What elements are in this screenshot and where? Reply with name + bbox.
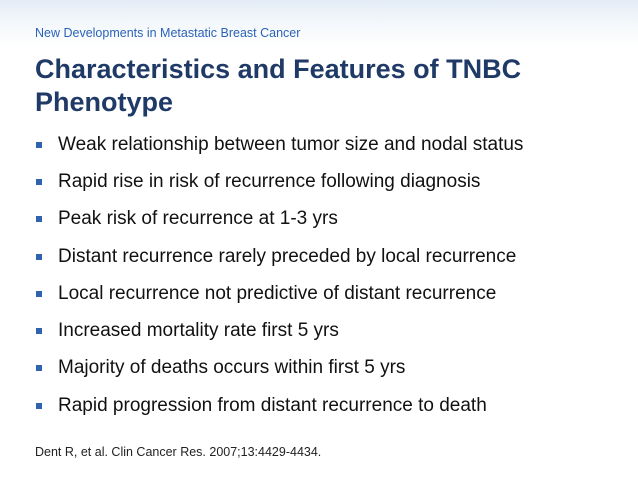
bullet-list [33, 126, 633, 424]
bullet-item [33, 201, 633, 238]
bullet-item [33, 126, 633, 163]
bullet-text: Peak risk of recurrence at 1-3 yrs [58, 208, 338, 230]
bullet-item [33, 163, 633, 200]
square-bullet-icon [36, 291, 42, 297]
bullet-text: Distant recurrence rarely preceded by local recurrence [58, 245, 517, 267]
bullet-item [33, 275, 633, 312]
series-title: New Developments in Metastatic Breast Cancer [35, 26, 301, 40]
bullet-text: Increased mortality rate first 5 yrs [58, 320, 339, 342]
square-bullet-icon [36, 179, 42, 185]
bullet-text: Weak relationship between tumor size and nodal status [58, 133, 524, 155]
square-bullet-icon [36, 365, 42, 371]
header-band [0, 0, 638, 48]
square-bullet-icon [36, 254, 42, 260]
citation: Dent R, et al. Clin Cancer Res. 2007;13:4429-4434. [35, 445, 322, 459]
bullet-text: Rapid progression from distant recurrence to death [58, 394, 487, 416]
slide-title: Characteristics and Features of TNBC Phenotype [35, 54, 522, 117]
square-bullet-icon [36, 216, 42, 222]
bullet-text: Majority of deaths occurs within first 5 yrs [58, 357, 406, 379]
bullet-item [33, 312, 633, 349]
square-bullet-icon [36, 328, 42, 334]
bullet-text: Rapid rise in risk of recurrence following diagnosis [58, 170, 481, 192]
square-bullet-icon [36, 403, 42, 409]
square-bullet-icon [36, 142, 42, 148]
bullet-text: Local recurrence not predictive of distant recurrence [58, 282, 497, 304]
bullet-item [33, 387, 633, 424]
bullet-item [33, 238, 633, 275]
bullet-item [33, 350, 633, 387]
